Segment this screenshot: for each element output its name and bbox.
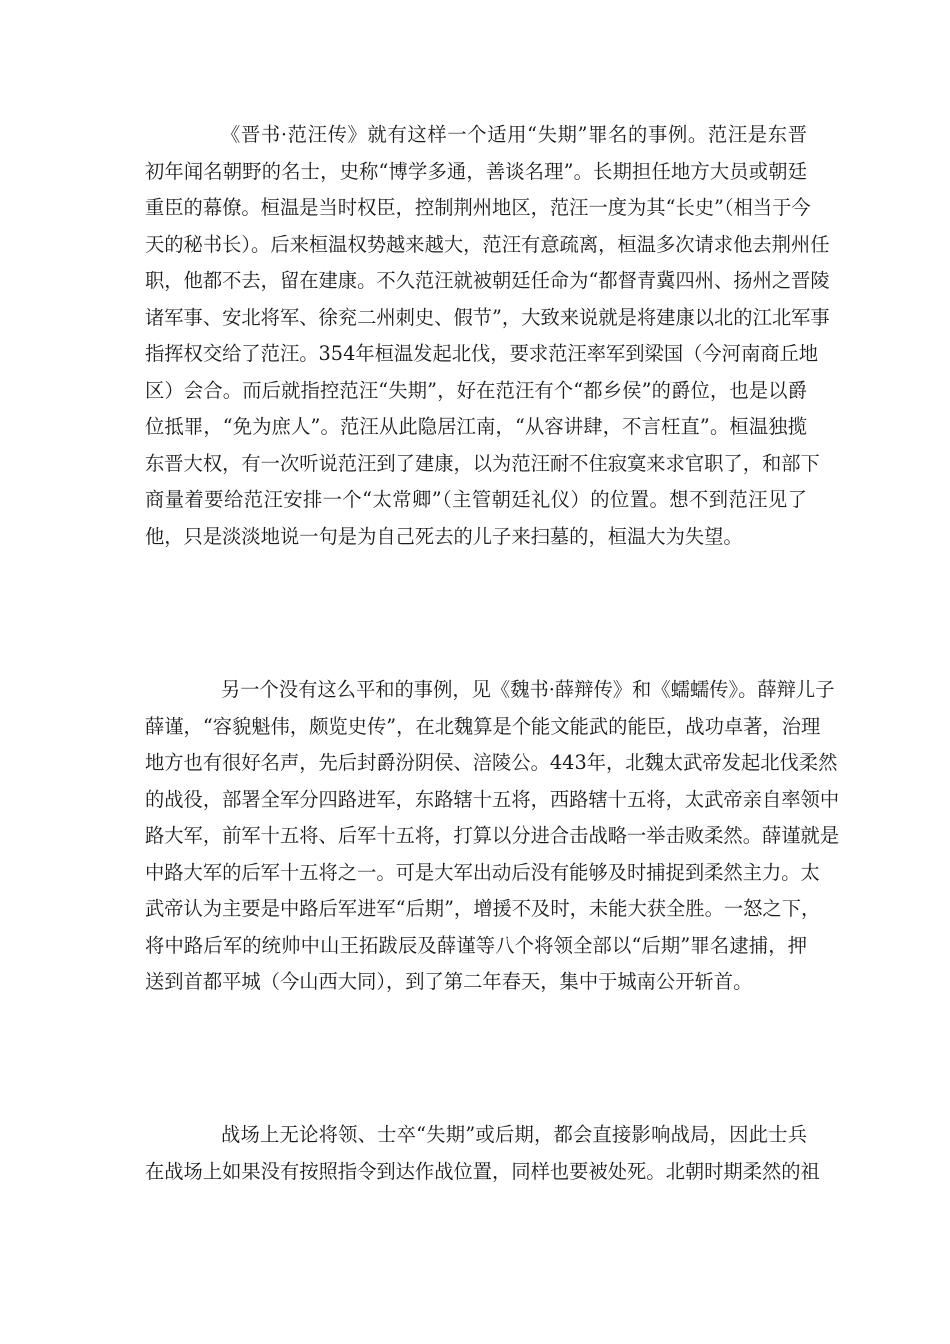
text-line: 商量着要给范汪安排一个“太常卿”（主管朝廷礼仪）的位置。想不到范汪见了 (145, 488, 807, 511)
text-line: 他，只是淡淡地说一句是为自己死去的儿子来扫墓的，桓温大为失望。 (145, 524, 743, 548)
text-line: 东晋大权，有一次听说范汪到了建康，以为范汪耐不住寂寞来求官职了，和部下 (145, 451, 820, 475)
text-line: 在战场上如果没有按照指令到达作战位置，同样也要被处死。北朝时期柔然的祖 (145, 1159, 820, 1183)
text-line: 地方也有很好名声，先后封爵汾阴侯、涪陵公。443年，北魏太武帝发起北伐柔然 (145, 751, 838, 774)
text-line: 初年闻名朝野的名士，史称“博学多通，善谈名理”。长期担任地方大员或朝廷 (145, 159, 807, 183)
text-line: 重臣的幕僚。桓温是当时权臣，控制荆州地区，范汪一度为其“长史”（相当于今 (145, 196, 811, 219)
text-line: 武帝认为主要是中路后军进军“后期”，增援不及时，未能大获全胜。一怒之下， (145, 897, 821, 920)
paragraph-fan-wang (145, 117, 830, 555)
text-line: 另一个没有这么平和的事例，见《魏书·薛辩传》和《蠕蠕传》。薛辩儿子 (221, 678, 835, 701)
text-line: 区）会合。而后就指控范汪“失期”，好在范汪有个“都乡侯”的爵位，也是以爵 (145, 378, 807, 402)
text-line: 《晋书·范汪传》就有这样一个适用“失期”罪名的事例。范汪是东晋 (221, 123, 807, 146)
text-line: 将中路后军的统帅中山王拓跋辰及薛谨等八个将领全部以“后期”罪名逮捕，押 (145, 933, 807, 957)
text-line: 职，他都不去，留在建康。不久范汪就被朝廷任命为“都督青冀四州、扬州之晋陵 (145, 269, 830, 292)
paragraph-xue-jin (145, 672, 840, 1001)
paragraph-battlefield (145, 1117, 820, 1190)
text-line: 的战役，部署全军分四路进军，东路辖十五将，西路辖十五将，太武帝亲自率领中 (145, 787, 840, 811)
text-line: 中路大军的后军十五将之一。可是大军出动后没有能够及时捕捉到柔然主力。太 (145, 860, 820, 884)
text-line: 送到首都平城（今山西大同），到了第二年春天，集中于城南公开斩首。 (145, 970, 753, 993)
text-line: 路大军，前军十五将、后军十五将，打算以分进合击战略一举击败柔然。薛谨就是 (145, 824, 840, 847)
text-line: 指挥权交给了范汪。354年桓温发起北伐，要求范汪率军到梁国（今河南商丘地 (145, 342, 819, 365)
text-line: 战场上无论将领、士卒“失期”或后期，都会直接影响战局，因此士兵 (221, 1123, 807, 1146)
text-line: 天的秘书长）。后来桓温权势越来越大，范汪有意疏离，桓温多次请求他去荆州任 (145, 232, 830, 256)
text-line: 薛谨，“容貌魁伟，颇览史传”，在北魏算是个能文能武的能臣，战功卓著，治理 (145, 714, 821, 738)
text-line: 诸军事、安北将军、徐兖二州刺史、假节”，大致来说就是将建康以北的江北军事 (145, 305, 830, 329)
text-line: 位抵罪，“免为庶人”。范汪从此隐居江南，“从容讲肆，不言枉直”。桓温独揽 (145, 415, 807, 438)
